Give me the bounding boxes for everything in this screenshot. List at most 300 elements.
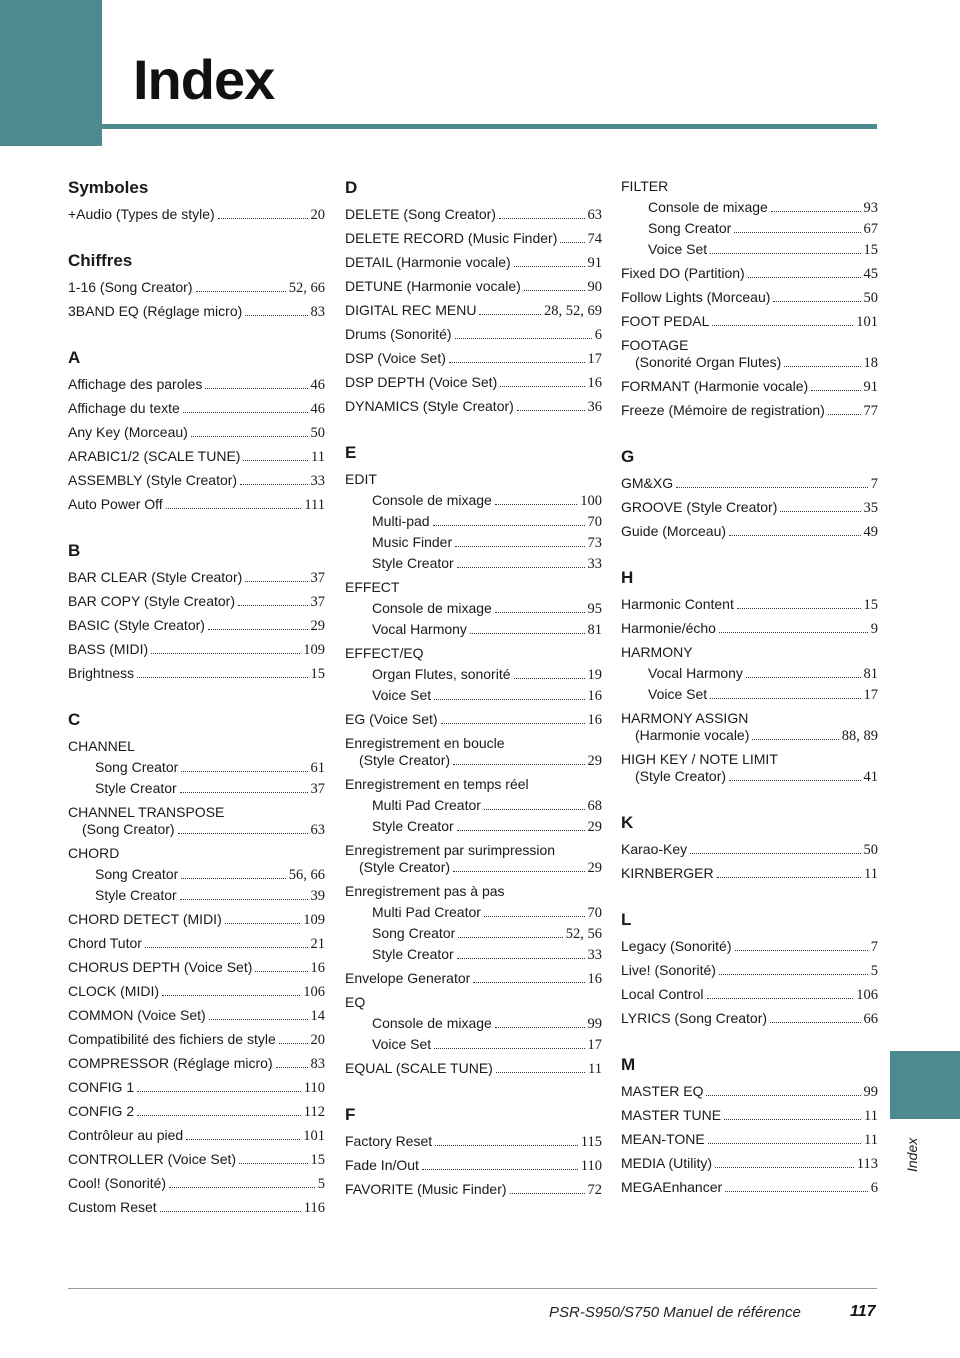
index-entry [345, 1181, 602, 1198]
leader-dots [473, 971, 584, 983]
entry-line [68, 1175, 325, 1192]
entry-page: 16 [587, 375, 602, 391]
row-gap [345, 728, 602, 735]
entry-line [95, 780, 325, 797]
leader-dots [453, 753, 584, 765]
entry-line [345, 859, 602, 876]
heading-gap [68, 271, 325, 279]
leader-dots [690, 842, 860, 854]
row-gap [345, 1053, 602, 1060]
heading-gap [345, 1125, 602, 1133]
index-subentry [345, 534, 602, 551]
entry-label: Multi-pad [372, 513, 430, 529]
entry-label: (Song Creator) [82, 821, 175, 837]
entry-page: 91 [863, 379, 878, 395]
entry-page: 37 [310, 594, 325, 610]
entry-page: 49 [863, 524, 878, 540]
entry-line [621, 1131, 878, 1148]
section-gap [345, 415, 602, 443]
section-heading: M [621, 1055, 636, 1074]
index-entry [621, 1083, 878, 1100]
index-entry [68, 1055, 325, 1072]
entry-page: 21 [310, 936, 325, 952]
entry-line [68, 496, 325, 513]
entry-label: Local Control [621, 986, 704, 1002]
entry-label: Song Creator [95, 759, 179, 775]
entry-label: Music Finder [372, 534, 453, 550]
entry-line [621, 727, 878, 744]
entry-line [345, 883, 602, 900]
section-gap [68, 223, 325, 251]
leader-dots [784, 355, 860, 367]
index-entry [68, 569, 325, 586]
index-entry [68, 400, 325, 417]
entry-line [621, 751, 878, 768]
index-entry [68, 206, 325, 223]
row-gap [621, 1100, 878, 1107]
section-heading: Symboles [68, 178, 149, 197]
leader-dots [276, 1056, 308, 1068]
row-gap [68, 1192, 325, 1199]
heading-gap [621, 1075, 878, 1083]
heading-gap [68, 198, 325, 206]
entry-line [372, 534, 602, 551]
entry-label: Voice Set [648, 686, 708, 702]
index-entry [621, 962, 878, 979]
index-subentry [345, 904, 602, 921]
title-rule [102, 124, 877, 129]
entry-label: ARABIC1/2 (SCALE TUNE) [68, 448, 241, 464]
entry-page: 16 [587, 712, 602, 728]
index-entry [345, 374, 602, 391]
index-entry [68, 665, 325, 682]
row-gap [621, 1003, 878, 1010]
leader-dots [560, 231, 584, 243]
index-subentry [68, 759, 325, 776]
entry-label: Console de mixage [648, 199, 768, 215]
leader-dots [196, 280, 286, 292]
entry-line [68, 821, 325, 838]
leader-dots [434, 1037, 584, 1049]
row-gap [621, 1124, 878, 1131]
entry-line [648, 665, 878, 682]
index-entry [68, 472, 325, 489]
row-gap [345, 704, 602, 711]
entry-line [68, 1103, 325, 1120]
entry-line [68, 738, 325, 755]
entry-line [68, 400, 325, 417]
section-heading: L [621, 910, 632, 929]
entry-line [345, 374, 602, 391]
entry-label: MEGAEnhancer [621, 1179, 723, 1195]
leader-dots [725, 1180, 868, 1192]
entry-line [345, 579, 602, 596]
row-gap [621, 395, 878, 402]
entry-page: 37 [310, 781, 325, 797]
entry-label: DIGITAL REC MENU [345, 302, 477, 318]
entry-line [68, 911, 325, 928]
index-entry [68, 1199, 325, 1216]
heading-gap [621, 588, 878, 596]
row-gap [68, 489, 325, 496]
entry-label: Vocal Harmony [648, 665, 743, 681]
index-subentry [345, 797, 602, 814]
entry-label: GROOVE (Style Creator) [621, 499, 778, 515]
entry-label: Factory Reset [345, 1133, 433, 1149]
entry-line [345, 254, 602, 271]
index-section [345, 178, 602, 415]
index-section [68, 513, 325, 682]
index-entry [621, 710, 878, 744]
entry-line [372, 513, 602, 530]
index-entry [621, 986, 878, 1003]
entry-line [68, 206, 325, 223]
entry-label: Any Key (Morceau) [68, 424, 188, 440]
entry-label: BASIC (Style Creator) [68, 617, 205, 633]
entry-page: 45 [863, 266, 878, 282]
index-entry [68, 1175, 325, 1192]
leader-dots [811, 379, 860, 391]
index-entry [621, 289, 878, 306]
page-title: Index [133, 48, 275, 111]
leader-dots [710, 687, 860, 699]
index-subentry [621, 241, 878, 258]
entry-page: 68 [587, 798, 602, 814]
entry-label: Song Creator [648, 220, 732, 236]
entry-page: 20 [310, 207, 325, 223]
entry-line [621, 962, 878, 979]
entry-line [68, 617, 325, 634]
section-gap [621, 540, 878, 568]
index-entry [68, 617, 325, 634]
entry-page: 95 [587, 601, 602, 617]
entry-line [345, 752, 602, 769]
entry-label: Follow Lights (Morceau) [621, 289, 771, 305]
entry-line [621, 1107, 878, 1124]
entry-label: (Style Creator) [359, 752, 451, 768]
row-gap [345, 835, 602, 842]
entry-label: Guide (Morceau) [621, 523, 727, 539]
leader-dots [676, 476, 868, 488]
entry-page: 63 [587, 207, 602, 223]
entry-label: FOOT PEDAL [621, 313, 710, 329]
row-gap [345, 367, 602, 374]
entry-label: COMMON (Voice Set) [68, 1007, 206, 1023]
entry-label: CHORUS DEPTH (Voice Set) [68, 959, 253, 975]
row-gap [345, 769, 602, 776]
index-entry [68, 1151, 325, 1168]
row-gap [68, 928, 325, 935]
entry-page: 29 [587, 860, 602, 876]
entry-line [621, 1083, 878, 1100]
entry-label: Vocal Harmony [372, 621, 467, 637]
entry-page: 11 [864, 1108, 878, 1124]
index-subentry [345, 818, 602, 835]
heading-gap [345, 463, 602, 471]
leader-dots [180, 888, 308, 900]
entry-label: 1-16 (Song Creator) [68, 279, 193, 295]
entry-line [345, 398, 602, 415]
index-entry [345, 842, 602, 876]
leader-dots [710, 242, 860, 254]
entry-label: CONFIG 1 [68, 1079, 135, 1095]
entry-label: Drums (Sonorité) [345, 326, 452, 342]
entry-label: Karao-Key [621, 841, 688, 857]
entry-page: 36 [587, 399, 602, 415]
leader-dots [453, 860, 584, 872]
entry-label: FAVORITE (Music Finder) [345, 1181, 507, 1197]
index-entry [68, 303, 325, 320]
leader-dots [458, 926, 562, 938]
entry-line [68, 303, 325, 320]
entry-line [68, 1007, 325, 1024]
leader-dots [484, 798, 585, 810]
entry-label: CONTROLLER (Voice Set) [68, 1151, 237, 1167]
row-gap [621, 371, 878, 378]
row-gap [68, 586, 325, 593]
index-entry [345, 883, 602, 900]
entry-line [621, 768, 878, 785]
entry-label: Custom Reset [68, 1199, 157, 1215]
entry-line [621, 1010, 878, 1027]
entry-line [68, 983, 325, 1000]
leader-dots [169, 1176, 315, 1188]
entry-line [372, 904, 602, 921]
entry-line [372, 666, 602, 683]
row-gap [345, 319, 602, 326]
section-gap [68, 513, 325, 541]
leader-dots [748, 266, 861, 278]
index-entry [345, 735, 602, 769]
entry-line [68, 935, 325, 952]
entry-line [621, 644, 878, 661]
index-entry [621, 1010, 878, 1027]
entry-label: (Style Creator) [359, 859, 451, 875]
index-entry [68, 983, 325, 1000]
entry-line [621, 499, 878, 516]
entry-label: Enregistrement pas à pas [345, 883, 505, 899]
entry-page: 106 [303, 984, 325, 1000]
index-entry [345, 1157, 602, 1174]
leader-dots [495, 493, 577, 505]
entry-label: DSP (Voice Set) [345, 350, 446, 366]
index-entry [345, 471, 602, 488]
entry-page: 29 [587, 753, 602, 769]
entry-line [345, 1181, 602, 1198]
leader-dots [449, 351, 585, 363]
row-gap [621, 744, 878, 751]
entry-page: 74 [587, 231, 602, 247]
entry-page: 15 [310, 1152, 325, 1168]
row-gap [621, 979, 878, 986]
index-subentry [345, 600, 602, 617]
entry-label: Style Creator [95, 780, 177, 796]
entry-line [372, 1015, 602, 1032]
index-entry [345, 254, 602, 271]
leader-dots [729, 769, 860, 781]
entry-page: 109 [303, 642, 325, 658]
entry-line [345, 1133, 602, 1150]
entry-label: Style Creator [372, 946, 454, 962]
entry-line [621, 710, 878, 727]
entry-line [345, 206, 602, 223]
entry-line [68, 1031, 325, 1048]
index-section [621, 178, 878, 419]
entry-page: 33 [310, 473, 325, 489]
entry-page: 70 [587, 514, 602, 530]
index-entry [345, 970, 602, 987]
row-gap [68, 1168, 325, 1175]
row-gap [68, 838, 325, 845]
heading-gap [621, 833, 878, 841]
index-entry [621, 313, 878, 330]
index-entry [345, 776, 602, 793]
entry-line [68, 665, 325, 682]
entry-label: Enregistrement en temps réel [345, 776, 529, 792]
index-entry [621, 475, 878, 492]
entry-label: (Harmonie vocale) [635, 727, 750, 743]
section-gap [68, 320, 325, 348]
leader-dots [245, 304, 307, 316]
entry-line [68, 641, 325, 658]
index-entry [621, 938, 878, 955]
entry-page: 88, 89 [841, 728, 878, 744]
entry-line [372, 492, 602, 509]
row-gap [621, 613, 878, 620]
leader-dots [737, 597, 861, 609]
leader-dots [496, 1061, 585, 1073]
entry-line [621, 475, 878, 492]
leader-dots [746, 666, 861, 678]
entry-label: Envelope Generator [345, 970, 471, 986]
entry-line [621, 354, 878, 371]
section-gap [621, 882, 878, 910]
entry-line [621, 596, 878, 613]
entry-page: 101 [303, 1128, 325, 1144]
entry-line [345, 645, 602, 662]
leader-dots [724, 1108, 861, 1120]
leader-dots [470, 622, 585, 634]
index-entry [345, 1133, 602, 1150]
index-subentry [68, 866, 325, 883]
entry-label: Auto Power Off [68, 496, 163, 512]
entry-page: 56, 66 [288, 867, 325, 883]
index-entry [345, 326, 602, 343]
index-subentry [621, 665, 878, 682]
entry-line [68, 1127, 325, 1144]
row-gap [621, 516, 878, 523]
entry-page: 16 [310, 960, 325, 976]
index-entry [621, 1131, 878, 1148]
entry-line [345, 735, 602, 752]
entry-label: Fixed DO (Partition) [621, 265, 745, 281]
entry-label: CHANNEL TRANSPOSE [68, 804, 225, 820]
entry-label: DELETE RECORD (Music Finder) [345, 230, 558, 246]
leader-dots [457, 947, 585, 959]
entry-line [372, 946, 602, 963]
index-entry [68, 911, 325, 928]
entry-label: CHANNEL [68, 738, 135, 754]
entry-line [68, 376, 325, 393]
entry-line [68, 1079, 325, 1096]
leader-dots [514, 255, 585, 267]
index-entry [621, 751, 878, 785]
leader-dots [455, 327, 592, 339]
entry-label: FILTER [621, 178, 669, 194]
entry-line [621, 523, 878, 540]
index-section [621, 1027, 878, 1196]
index-subentry [621, 686, 878, 703]
entry-line [621, 865, 878, 882]
entry-line [648, 220, 878, 237]
entry-page: 67 [863, 221, 878, 237]
entry-label: ASSEMBLY (Style Creator) [68, 472, 238, 488]
entry-label: Console de mixage [372, 600, 492, 616]
section-heading: C [68, 710, 81, 729]
leader-dots [524, 279, 585, 291]
leader-dots [770, 1011, 860, 1023]
entry-page: 83 [310, 304, 325, 320]
index-section [621, 882, 878, 1027]
entry-line [621, 265, 878, 282]
leader-dots [495, 1016, 585, 1028]
leader-dots [183, 401, 308, 413]
entry-line [372, 1036, 602, 1053]
row-gap [345, 638, 602, 645]
entry-page: 116 [303, 1200, 325, 1216]
entry-page: 15 [863, 242, 878, 258]
leader-dots [225, 912, 301, 924]
leader-dots [255, 960, 307, 972]
index-entry [345, 579, 602, 596]
row-gap [345, 1174, 602, 1181]
entry-page: 29 [310, 618, 325, 634]
entry-line [372, 797, 602, 814]
entry-label: Brightness [68, 665, 135, 681]
leader-dots [166, 497, 302, 509]
index-entry [68, 641, 325, 658]
entry-label: Voice Set [372, 1036, 432, 1052]
entry-page: 72 [587, 1182, 602, 1198]
section-heading: D [345, 178, 358, 197]
entry-line [621, 1155, 878, 1172]
entry-page: 14 [310, 1008, 325, 1024]
entry-page: 99 [587, 1016, 602, 1032]
entry-line [345, 842, 602, 859]
entry-label: COMPRESSOR (Réglage micro) [68, 1055, 273, 1071]
entry-page: 91 [587, 255, 602, 271]
leader-dots [708, 1132, 861, 1144]
entry-label: Voice Set [648, 241, 708, 257]
entry-page: 15 [863, 597, 878, 613]
row-gap [68, 610, 325, 617]
entry-label: MEAN-TONE [621, 1131, 705, 1147]
row-gap [68, 976, 325, 983]
index-subentry [345, 1015, 602, 1032]
heading-gap [68, 368, 325, 376]
leader-dots [479, 303, 541, 315]
index-subentry [345, 555, 602, 572]
index-entry [68, 935, 325, 952]
entry-page: 16 [587, 688, 602, 704]
row-gap [345, 963, 602, 970]
entry-label: FOOTAGE [621, 337, 689, 353]
side-tab-label: Index [904, 1137, 920, 1172]
leader-dots [151, 642, 300, 654]
leader-dots [719, 963, 868, 975]
entry-label: HARMONY [621, 644, 693, 660]
entry-label: Contrôleur au pied [68, 1127, 184, 1143]
